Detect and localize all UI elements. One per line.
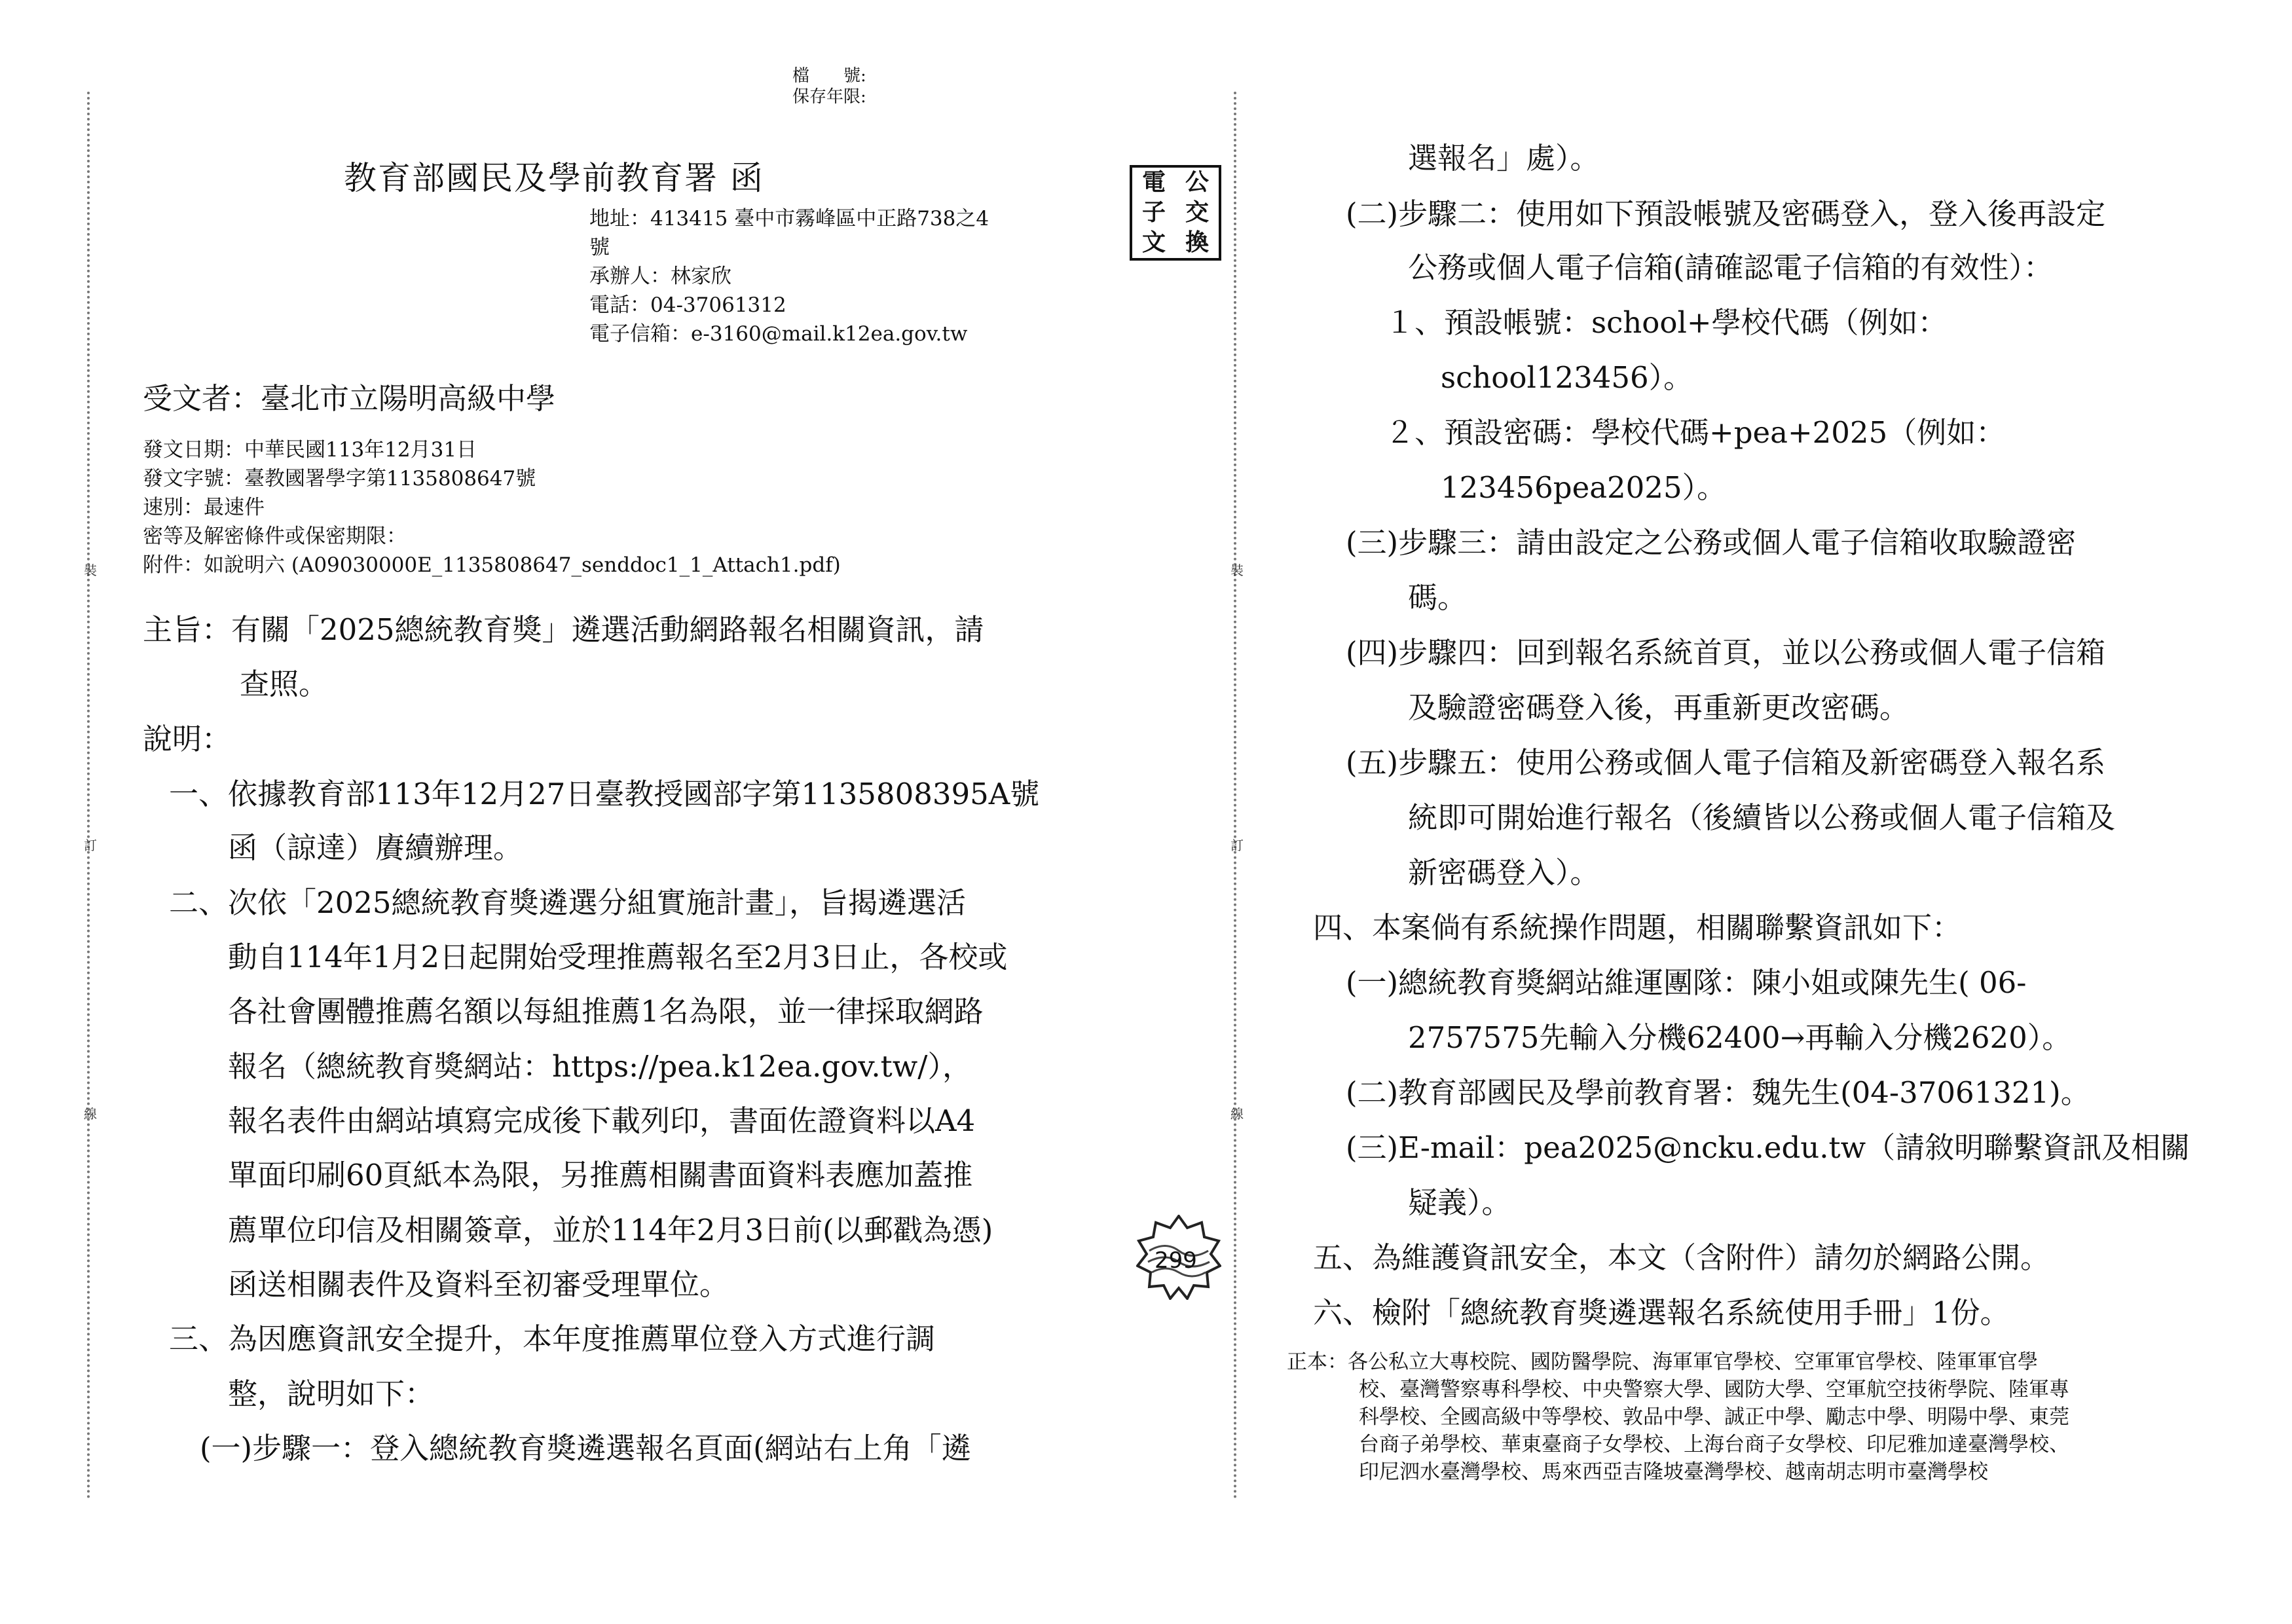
item3-line-1: 三、為因應資訊安全提升，本年度推薦單位登入方式進行調 [169, 1321, 936, 1356]
step2-line-2: 公務或個人電子信箱(請確認電子信箱的有效性）： [1408, 250, 2054, 285]
distribution-line-3: 科學校、全國高級中等學校、敦品中學、誠正中學、勵志中學、明陽中學、東莞 [1359, 1405, 2069, 1429]
item5: 五、為維護資訊安全，本文（含附件）請勿於網路公開。 [1313, 1240, 2050, 1275]
electronic-exchange-seal: 電 公 子 交 文 換 [1130, 165, 1221, 261]
distribution-line-4: 台商子弟學校、華東臺商子女學校、上海台商子女學校、印尼雅加達臺灣學校、 [1359, 1433, 2069, 1456]
retention-label: 保存年限: [792, 87, 866, 107]
step5-line-2: 統即可開始進行報名（後續皆以公務或個人電子信箱及 [1408, 800, 2116, 835]
middle-binding-line [1234, 92, 1236, 1500]
left-binding-line [87, 92, 90, 1500]
distribution-line-2: 校、臺灣警察專科學校、中央警察大學、國防大學、空軍航空技術學院、陸軍專 [1359, 1378, 2069, 1401]
item1-line-1: 一、依據教育部113年12月27日臺教授國部字第1135808395A號 [169, 777, 1040, 811]
contact2: (二)教育部國民及學前教育署：魏先生(04-37061321)。 [1346, 1075, 2090, 1110]
item2-line-4: 報名（總統教育獎網站：https://pea.k12ea.gov.tw/）， [228, 1049, 972, 1084]
file-number-label: 檔 號: [792, 66, 866, 86]
binding-mark-xian-2: 線 [1230, 1106, 1244, 1122]
explain-label: 說明： [143, 722, 232, 756]
distribution-line-1: 正本：各公私立大專校院、國防醫學院、海軍軍官學校、空軍軍官學校、陸軍軍官學 [1287, 1350, 2038, 1374]
binding-mark-zhuang: 裝 [84, 563, 97, 578]
binding-mark-ding-2: 訂 [1230, 838, 1244, 853]
item2-line-7: 薦單位印信及相關簽章，並於114年2月3日前(以郵戳為憑) [228, 1213, 993, 1247]
secrecy: 密等及解密條件或保密期限： [143, 525, 407, 548]
document-number: 發文字號：臺教國署學字第1135808647號 [143, 467, 536, 490]
step4-line-2: 及驗證密碼登入後，再重新更改密碼。 [1408, 690, 1910, 725]
step1-line-1: (一)步驟一：登入總統教育獎遴選報名頁面(網站右上角「遴 [200, 1431, 971, 1466]
step4-line-1: (四)步驟四：回到報名系統首頁，並以公務或個人電子信箱 [1346, 635, 2106, 670]
stamp-number: 299 [1155, 1247, 1197, 1274]
phone: 電話：04-37061312 [589, 293, 786, 317]
address-line-1: 地址：413415 臺中市霧峰區中正路738之4 [589, 207, 989, 231]
item4-line-1: 四、本案倘有系統操作問題，相關聯繫資訊如下： [1313, 910, 1962, 945]
subject-line-2: 查照。 [240, 667, 329, 701]
recipient: 受文者：臺北市立陽明高級中學 [143, 381, 556, 416]
contact1-line-1: (一)總統教育獎網站維運團隊：陳小姐或陳先生( 06- [1346, 965, 2027, 1000]
step3-line-2: 碼。 [1408, 580, 1468, 615]
step2-line-1: (二)步驟二：使用如下預設帳號及密碼登入，登入後再設定 [1346, 196, 2106, 231]
item1-line-2: 函（諒達）賡續辦理。 [228, 830, 523, 865]
distribution-line-5: 印尼泗水臺灣學校、馬來西亞吉隆坡臺灣學校、越南胡志明市臺灣學校 [1359, 1460, 1988, 1484]
step5-line-1: (五)步驟五：使用公務或個人電子信箱及新密碼登入報名系 [1346, 745, 2106, 780]
step5-line-3: 新密碼登入）。 [1408, 855, 1600, 890]
item2-line-8: 函送相關表件及資料至初審受理單位。 [228, 1267, 730, 1302]
item2-line-5: 報名表件由網站填寫完成後下載列印，書面佐證資料以A4 [228, 1103, 976, 1138]
contact3-line-1: (三)E-mail：pea2025@ncku.edu.tw（請敘明聯繫資訊及相關 [1346, 1130, 2190, 1165]
step2-sub1-line-2: school123456）。 [1441, 360, 1693, 395]
contact1-line-2: 2757575先輸入分機62400→再輸入分機2620）。 [1408, 1020, 2072, 1055]
item2-line-6: 單面印刷60頁紙本為限，另推薦相關書面資料表應加蓋推 [228, 1158, 973, 1192]
issue-date: 發文日期：中華民國113年12月31日 [143, 438, 477, 462]
address-line-2: 號 [589, 236, 610, 259]
step2-sub1-line-1: １、預設帳號：school+學校代碼（例如： [1385, 305, 1948, 340]
step3-line-1: (三)步驟三：請由設定之公務或個人電子信箱收取驗證密 [1346, 525, 2077, 560]
speed: 速別：最速件 [143, 496, 265, 519]
contact-person: 承辦人：林家欣 [589, 265, 731, 288]
step2-sub2-line-2: 123456pea2025）。 [1441, 470, 1727, 505]
attachment: 附件：如說明六 (A09030000E_1135808647_senddoc1_1_Attach1.pdf) [143, 553, 841, 577]
email: 電子信箱：e-3160@mail.k12ea.gov.tw [589, 322, 968, 346]
contact3-line-2: 疑義）。 [1408, 1185, 1511, 1220]
step1-line-2: 選報名」處）。 [1408, 141, 1600, 175]
item6: 六、檢附「總統教育獎遴選報名系統使用手冊」1份。 [1313, 1295, 2010, 1330]
item2-line-1: 二、次依「2025總統教育獎遴選分組實施計畫」，旨揭遴選活 [169, 885, 967, 920]
document-title: 教育部國民及學前教育署 函 [344, 159, 764, 197]
subject-line-1: 主旨：有關「2025總統教育獎」遴選活動網路報名相關資訊，請 [143, 612, 984, 647]
binding-mark-ding: 訂 [84, 838, 97, 853]
item2-line-3: 各社會團體推薦名額以每組推薦1名為限，並一律採取網路 [228, 994, 984, 1029]
step2-sub2-line-1: ２、預設密碼：學校代碼+pea+2025（例如： [1385, 415, 2006, 450]
item2-line-2: 動自114年1月2日起開始受理推薦報名至2月3日止，各校或 [228, 940, 1008, 974]
binding-mark-zhuang-2: 裝 [1230, 563, 1244, 578]
binding-mark-xian: 線 [84, 1106, 97, 1122]
item3-line-2: 整，說明如下： [228, 1376, 435, 1411]
